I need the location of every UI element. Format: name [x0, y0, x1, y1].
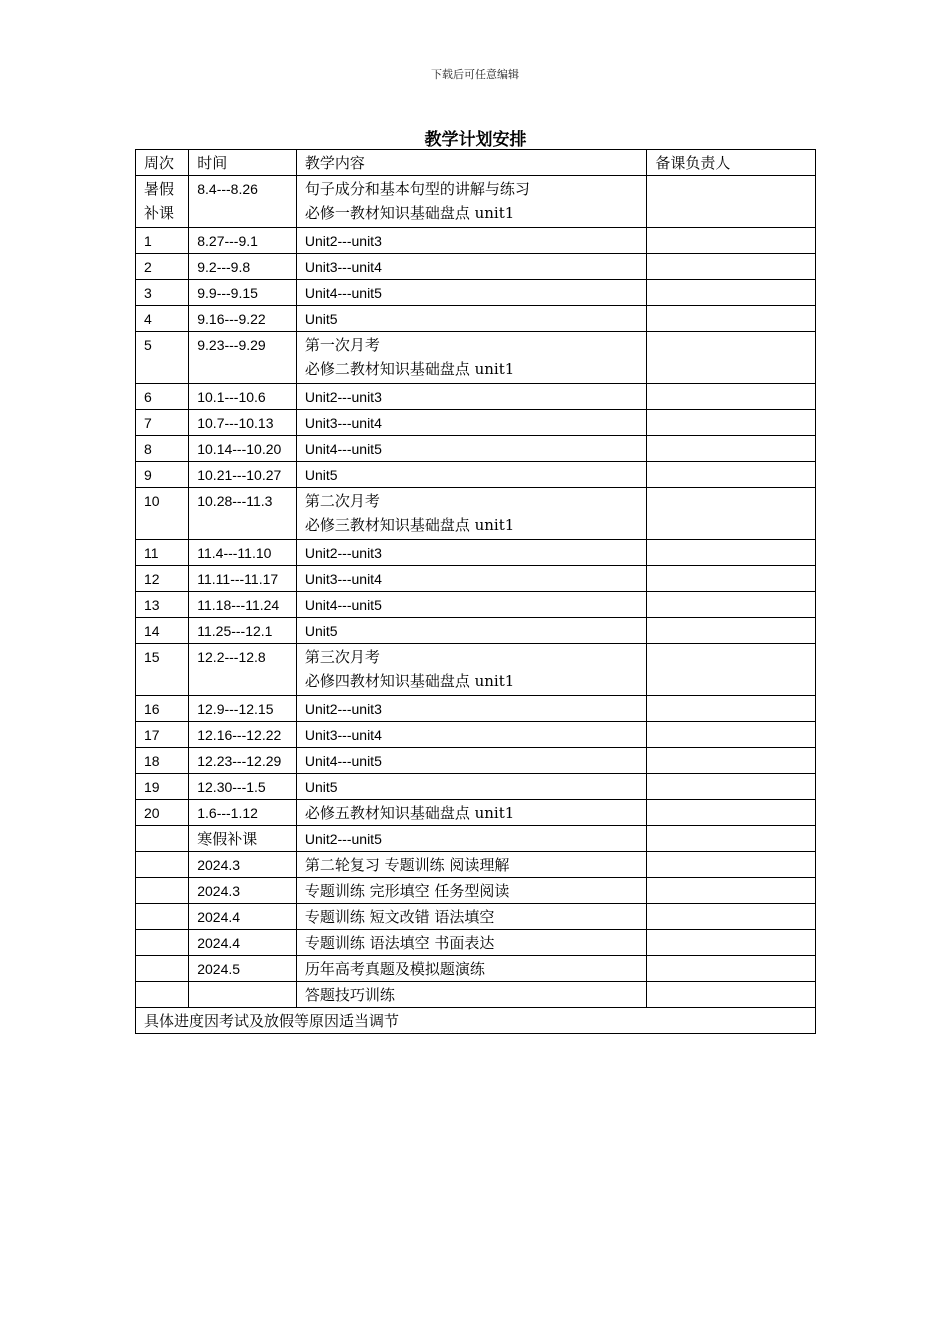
- time-cell: 10.21---10.27: [189, 462, 297, 488]
- table-row: [136, 384, 816, 410]
- content-cell: [296, 800, 647, 826]
- week-cell-line: 11: [144, 545, 159, 561]
- week-cell-line: 20: [144, 805, 160, 821]
- week-cell: [136, 930, 189, 956]
- owner-cell: [647, 228, 816, 254]
- content-cell-line: 句子成分和基本句型的讲解与练习: [304, 180, 530, 198]
- content-cell: [296, 904, 647, 930]
- week-cell: [136, 982, 189, 1008]
- week-cell-line: 18: [144, 753, 160, 769]
- document-title: 教学计划安排: [424, 130, 527, 150]
- week-cell: [136, 488, 189, 540]
- content-cell-line: 专题训练 短文改错 语法填空: [304, 908, 495, 926]
- owner-cell: [647, 748, 816, 774]
- time-cell: 10.1---10.6: [189, 384, 297, 410]
- column-header-content: 教学内容: [296, 150, 647, 176]
- week-cell: [136, 410, 189, 436]
- content-cell-line: Unit3---unit4: [304, 727, 382, 743]
- week-cell: [136, 280, 189, 306]
- content-cell: [296, 748, 647, 774]
- table-row: [136, 254, 816, 280]
- week-cell: [136, 956, 189, 982]
- table-row: [136, 618, 816, 644]
- content-cell: [296, 930, 647, 956]
- owner-cell: [647, 956, 816, 982]
- table-row: [136, 592, 816, 618]
- owner-cell: [647, 774, 816, 800]
- time-cell: 12.16---12.22: [189, 722, 297, 748]
- week-cell: [136, 176, 189, 228]
- content-cell-line: Unit2---unit3: [304, 389, 382, 405]
- time-cell: 11.11---11.17: [189, 566, 297, 592]
- week-cell-line: 3: [144, 285, 152, 301]
- content-cell: [296, 306, 647, 332]
- time-cell: 2024.4: [189, 930, 297, 956]
- table-row: [136, 696, 816, 722]
- owner-cell: [647, 566, 816, 592]
- content-cell-line: 第二轮复习 专题训练 阅读理解: [304, 856, 510, 874]
- time-cell: 2024.3: [189, 878, 297, 904]
- week-cell: [136, 748, 189, 774]
- owner-cell: [647, 280, 816, 306]
- content-cell-line: 第三次月考: [304, 648, 380, 666]
- table-row: [136, 306, 816, 332]
- week-cell: [136, 436, 189, 462]
- content-cell-line: Unit4---unit5: [304, 441, 382, 457]
- content-cell: [296, 826, 647, 852]
- owner-cell: [647, 618, 816, 644]
- owner-cell: [647, 306, 816, 332]
- table-row: [136, 436, 816, 462]
- time-cell: 11.18---11.24: [189, 592, 297, 618]
- content-cell: [296, 982, 647, 1008]
- content-cell-line: Unit3---unit4: [304, 571, 382, 587]
- time-cell: 11.25---12.1: [189, 618, 297, 644]
- week-cell-line: 1: [144, 233, 152, 249]
- owner-cell: [647, 254, 816, 280]
- week-cell-line: 7: [144, 415, 152, 431]
- table-body: [136, 176, 816, 1008]
- content-cell: [296, 722, 647, 748]
- table-row: [136, 566, 816, 592]
- teaching-plan-table: [135, 149, 816, 1034]
- content-cell-line: 答题技巧训练: [304, 986, 395, 1004]
- week-cell: [136, 878, 189, 904]
- time-cell: 2024.4: [189, 904, 297, 930]
- week-cell: [136, 644, 189, 696]
- week-cell-line: 15: [144, 649, 160, 665]
- table-row: [136, 722, 816, 748]
- column-header-time: 时间: [189, 150, 297, 176]
- column-header-week: 周次: [136, 150, 189, 176]
- content-cell-line: 必修三教材知识基础盘点 unit1: [304, 516, 515, 534]
- owner-cell: [647, 332, 816, 384]
- content-cell-line: Unit5: [304, 311, 338, 327]
- owner-cell: [647, 904, 816, 930]
- owner-cell: [647, 592, 816, 618]
- week-cell-line: 9: [144, 467, 152, 483]
- week-cell: [136, 722, 189, 748]
- week-cell-line: 16: [144, 701, 160, 717]
- table-row: [136, 410, 816, 436]
- content-cell-line: Unit4---unit5: [304, 285, 382, 301]
- table-row: [136, 540, 816, 566]
- table-row: [136, 878, 816, 904]
- time-cell: [189, 982, 297, 1008]
- content-cell: [296, 384, 647, 410]
- content-cell-line: 专题训练 语法填空 书面表达: [304, 934, 495, 952]
- time-cell: 2024.3: [189, 852, 297, 878]
- content-cell-line: 必修四教材知识基础盘点 unit1: [304, 672, 515, 690]
- owner-cell: [647, 488, 816, 540]
- time-cell: 寒假补课: [189, 826, 297, 852]
- time-cell: 12.9---12.15: [189, 696, 297, 722]
- content-cell: [296, 436, 647, 462]
- content-cell: [296, 592, 647, 618]
- content-cell-line: Unit5: [304, 779, 338, 795]
- time-cell: 8.27---9.1: [189, 228, 297, 254]
- content-cell-line: 历年高考真题及模拟题演练: [304, 960, 485, 978]
- week-cell: [136, 696, 189, 722]
- owner-cell: [647, 826, 816, 852]
- header-note: 下载后可任意编辑: [431, 68, 519, 81]
- owner-cell: [647, 176, 816, 228]
- week-cell: [136, 852, 189, 878]
- week-cell: [136, 774, 189, 800]
- week-cell-line: 6: [144, 389, 152, 405]
- week-cell: [136, 800, 189, 826]
- week-cell: [136, 462, 189, 488]
- owner-cell: [647, 462, 816, 488]
- owner-cell: [647, 644, 816, 696]
- table-row: [136, 826, 816, 852]
- content-cell-line: Unit3---unit4: [304, 259, 382, 275]
- time-cell: 8.4---8.26: [189, 176, 297, 228]
- owner-cell: [647, 436, 816, 462]
- content-cell-line: 必修一教材知识基础盘点 unit1: [304, 204, 515, 222]
- week-cell: [136, 228, 189, 254]
- week-cell-line: 补课: [144, 204, 175, 222]
- content-cell-line: Unit4---unit5: [304, 753, 382, 769]
- content-cell: [296, 566, 647, 592]
- column-header-owner: 备课负责人: [647, 150, 816, 176]
- table-row: [136, 228, 816, 254]
- time-cell: 2024.5: [189, 956, 297, 982]
- table-row: [136, 956, 816, 982]
- week-cell-line: 19: [144, 779, 160, 795]
- week-cell-line: 4: [144, 311, 152, 327]
- time-cell: 9.16---9.22: [189, 306, 297, 332]
- week-cell: [136, 618, 189, 644]
- content-cell: [296, 540, 647, 566]
- week-cell-line: 13: [144, 597, 160, 613]
- content-cell-line: Unit2---unit5: [304, 831, 382, 847]
- content-cell: [296, 618, 647, 644]
- content-cell: [296, 332, 647, 384]
- time-cell: 9.23---9.29: [189, 332, 297, 384]
- week-cell-line: 5: [144, 337, 152, 353]
- content-cell-line: 第二次月考: [304, 492, 380, 510]
- owner-cell: [647, 878, 816, 904]
- time-cell: 9.2---9.8: [189, 254, 297, 280]
- content-cell: [296, 228, 647, 254]
- time-cell: 12.23---12.29: [189, 748, 297, 774]
- week-cell: [136, 254, 189, 280]
- owner-cell: [647, 982, 816, 1008]
- table-row: [136, 930, 816, 956]
- table-row: [136, 774, 816, 800]
- table-row: [136, 644, 816, 696]
- content-cell: [296, 280, 647, 306]
- week-cell: [136, 566, 189, 592]
- table-row: [136, 176, 816, 228]
- content-cell: [296, 774, 647, 800]
- footer-note: 具体进度因考试及放假等原因适当调节: [136, 1008, 816, 1034]
- table-row: [136, 488, 816, 540]
- table-header-row: [136, 150, 816, 176]
- table-row: [136, 748, 816, 774]
- content-cell-line: Unit4---unit5: [304, 597, 382, 613]
- table-row: [136, 332, 816, 384]
- time-cell: 11.4---11.10: [189, 540, 297, 566]
- table-row: [136, 904, 816, 930]
- content-cell: [296, 852, 647, 878]
- owner-cell: [647, 410, 816, 436]
- table-row: [136, 280, 816, 306]
- week-cell-line: 17: [144, 727, 160, 743]
- owner-cell: [647, 696, 816, 722]
- table-row: [136, 800, 816, 826]
- week-cell: [136, 904, 189, 930]
- time-cell: 12.2---12.8: [189, 644, 297, 696]
- content-cell: [296, 644, 647, 696]
- time-cell: 12.30---1.5: [189, 774, 297, 800]
- content-cell: [296, 254, 647, 280]
- time-cell: 10.14---10.20: [189, 436, 297, 462]
- content-cell-line: 第一次月考: [304, 336, 380, 354]
- content-cell-line: Unit2---unit3: [304, 701, 382, 717]
- owner-cell: [647, 722, 816, 748]
- week-cell: [136, 592, 189, 618]
- content-cell-line: Unit2---unit3: [304, 233, 382, 249]
- week-cell-line: 暑假: [144, 180, 175, 198]
- time-cell: 1.6---1.12: [189, 800, 297, 826]
- content-cell: [296, 176, 647, 228]
- week-cell: [136, 540, 189, 566]
- week-cell-line: 12: [144, 571, 160, 587]
- content-cell: [296, 878, 647, 904]
- content-cell: [296, 956, 647, 982]
- week-cell-line: 8: [144, 441, 152, 457]
- owner-cell: [647, 930, 816, 956]
- week-cell: [136, 826, 189, 852]
- week-cell: [136, 306, 189, 332]
- content-cell: [296, 488, 647, 540]
- footer-row: [136, 1008, 816, 1034]
- time-cell: 10.28---11.3: [189, 488, 297, 540]
- table-row: [136, 982, 816, 1008]
- content-cell-line: Unit5: [304, 467, 338, 483]
- content-cell-line: Unit5: [304, 623, 338, 639]
- content-cell-line: 专题训练 完形填空 任务型阅读: [304, 882, 510, 900]
- content-cell: [296, 462, 647, 488]
- table-row: [136, 852, 816, 878]
- week-cell-line: 10: [144, 493, 160, 509]
- owner-cell: [647, 384, 816, 410]
- content-cell-line: Unit2---unit3: [304, 545, 382, 561]
- week-cell: [136, 332, 189, 384]
- owner-cell: [647, 540, 816, 566]
- week-cell: [136, 384, 189, 410]
- content-cell-line: 必修二教材知识基础盘点 unit1: [304, 360, 515, 378]
- week-cell-line: 2: [144, 259, 152, 275]
- content-cell-line: Unit3---unit4: [304, 415, 382, 431]
- week-cell-line: 14: [144, 623, 160, 639]
- time-cell: 9.9---9.15: [189, 280, 297, 306]
- table-row: [136, 462, 816, 488]
- owner-cell: [647, 852, 816, 878]
- content-cell: [296, 410, 647, 436]
- content-cell: [296, 696, 647, 722]
- time-cell: 10.7---10.13: [189, 410, 297, 436]
- owner-cell: [647, 800, 816, 826]
- content-cell-line: 必修五教材知识基础盘点 unit1: [304, 804, 515, 822]
